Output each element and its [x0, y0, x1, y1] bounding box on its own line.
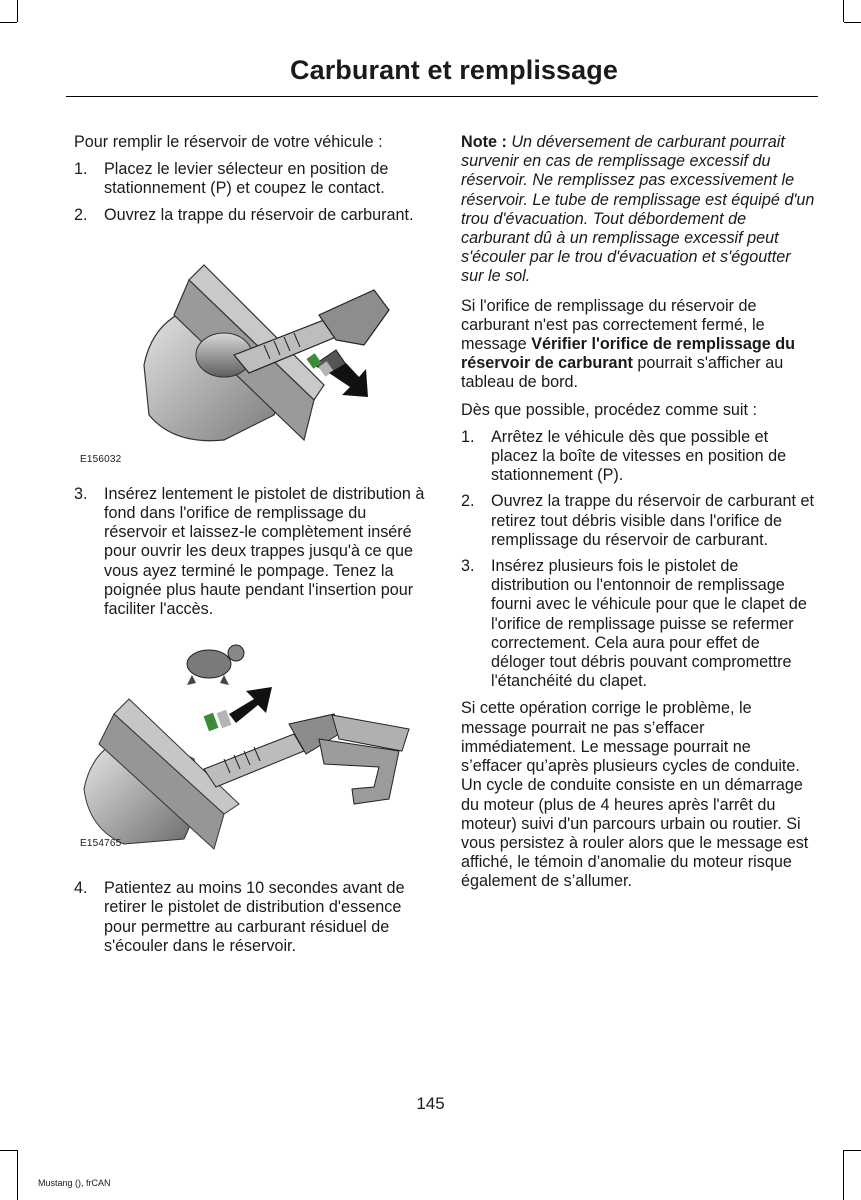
note-label: Note : — [461, 133, 507, 151]
message-text-end: pourrait s'afficher au tableau de bord. — [461, 354, 784, 392]
crop-mark — [843, 1150, 844, 1200]
figure-code: E154765 — [80, 838, 122, 850]
header-rule — [66, 96, 818, 97]
page-title: Carburant et remplissage — [289, 55, 618, 85]
intro-text: Pour remplir le réservoir de votre véhicule : — [74, 133, 383, 151]
list-item — [74, 485, 430, 619]
step-number: 1. — [74, 160, 88, 179]
fuel-door-illustration — [74, 255, 414, 455]
warning-message: Vérifier l'orifice de remplissage du réservoir de carburant — [461, 335, 796, 373]
note-text: Un déversement de carburant pourrait survenir en cas de remplissage excessif du réservoir. Ne remplissez pas excessivement le réservoir. Le tube de remplissage est équipé d'un trou d'évacuation. Tout débordement de carburant dû à un remplissage excessif peut s'écouler par le trou d'évacuation et s'égoutter sur le sol. — [461, 133, 815, 286]
step-text: Insérez lentement le pistolet de distribution à fond dans l'orifice de remplissage du réservoir et laissez-le complètement inséré pour ouvrir les deux trappes jusqu'à ce que vous ayez terminé le pompage. Tenez la poignée plus haute pendant l'insertion pour faciliter l'accès. — [104, 484, 425, 619]
procedure-intro: Dès que possible, procédez comme suit : — [461, 400, 758, 419]
message-text-start: Si l'orifice de remplissage du réservoir de carburant n'est pas correctement fermé, le message — [461, 296, 765, 354]
page-number: 145 — [416, 1094, 445, 1113]
nozzle-illustration — [74, 639, 414, 854]
figure-fuel-door-open — [74, 255, 430, 473]
list-item — [74, 160, 430, 198]
step-text: Placez le levier sélecteur en position de stationnement (P) et coupez le contact. — [104, 160, 389, 198]
right-column — [461, 133, 816, 900]
crop-mark — [17, 1150, 18, 1200]
left-column — [74, 133, 430, 964]
figure-code: E156032 — [80, 453, 122, 465]
crop-mark — [844, 22, 861, 23]
message-paragraph — [461, 297, 816, 393]
list-item — [74, 879, 430, 956]
steps-list-c — [74, 879, 430, 956]
footer-text: Mustang (), frCAN — [38, 1178, 111, 1188]
step-text: Ouvrez la trappe du réservoir de carburant. — [104, 205, 414, 224]
step-number: 1. — [461, 427, 475, 446]
list-item — [74, 206, 430, 225]
step-text: Ouvrez la trappe du réservoir de carburant et retirez tout débris visible dans l'orifice de remplissage du réservoir de carburant. — [491, 492, 815, 549]
procedure-steps — [461, 428, 816, 692]
step-text: Arrêtez le véhicule dès que possible et placez la boîte de vitesses en position de stationnement (P). — [491, 427, 787, 485]
steps-list-b — [74, 485, 430, 619]
crop-mark — [17, 0, 18, 22]
closing-paragraph: Si cette opération corrige le problème, le message pourrait ne pas s’effacer immédiatement. Le message pourrait ne s’effacer qu’après plusieurs cycles de conduite. Un cycle de conduite consiste en un démarrage du moteur (plus de 4 heures après l'arrêt du moteur) suivi d'un parcours urbain ou routier. Si vous persistez à rouler alors que le message est affiché, le témoin d’anomalie du moteur risque également de s’allumer. — [461, 699, 809, 891]
crop-mark — [0, 1150, 17, 1151]
crop-mark — [844, 1150, 861, 1151]
crop-mark — [0, 22, 17, 23]
list-item — [461, 557, 816, 691]
step-number: 3. — [74, 484, 88, 503]
list-item — [461, 492, 816, 550]
step-number: 2. — [461, 492, 475, 511]
step-number: 4. — [74, 879, 88, 898]
step-number: 2. — [74, 205, 88, 224]
crop-mark — [843, 0, 844, 22]
step-number: 3. — [461, 557, 475, 576]
list-item — [461, 428, 816, 486]
steps-list-a — [74, 160, 430, 225]
step-text: Patientez au moins 10 secondes avant de retirer le pistolet de distribution d'essence pour permettre au carburant résiduel de s'écouler dans le réservoir. — [104, 879, 405, 955]
note-paragraph — [461, 133, 816, 287]
step-text: Insérez plusieurs fois le pistolet de distribution ou l'entonnoir de remplissage fourni avec le véhicule pour que le clapet de l'orifice de remplissage puisse se refermer correctement. Cela aura pour effet de déloger tout débris pouvant compromettre l'étanchéité du clapet. — [491, 557, 807, 691]
figure-nozzle-insertion — [74, 639, 430, 867]
